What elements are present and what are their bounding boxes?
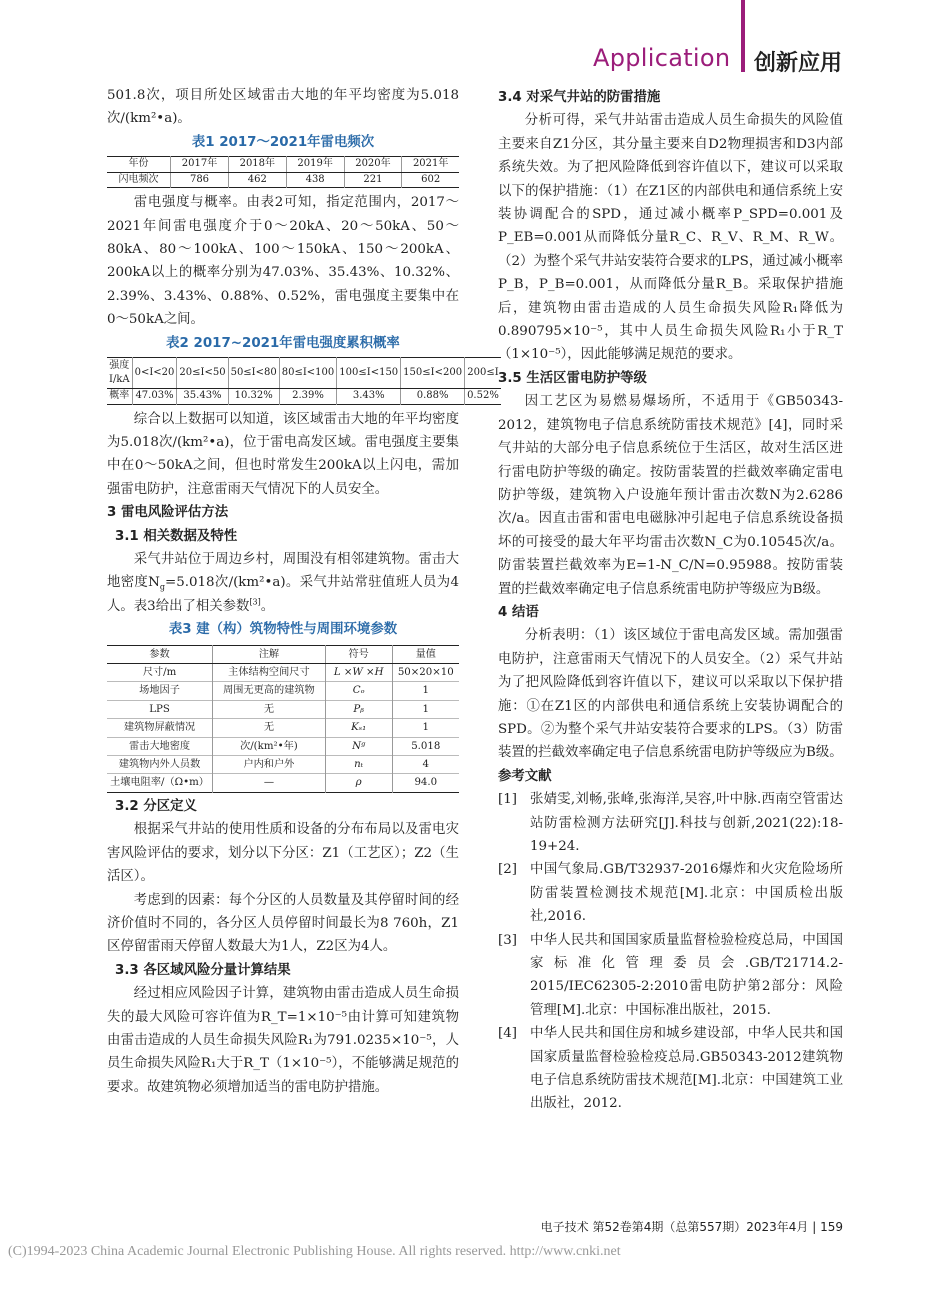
- summary-paragraph: 综合以上数据可以知道，该区域雷击大地的年平均密度为5.018次/(km²•a)，位于雷电高发区域。雷电强度主要集中在0～50kA之间，但也时常发生200kA以上闪电，需加强雷电防护，注意雷雨天气情况下的人员安全。: [107, 411, 459, 497]
- reference-item: [498, 788, 843, 858]
- table3-symbol-cell: Kₛ₁: [325, 719, 392, 737]
- section-3-3-heading: 3.3 各区域风险分量计算结果: [115, 962, 291, 978]
- reference-item: [498, 858, 843, 928]
- table3-cell: 4: [392, 756, 459, 774]
- table2-cell: 0.52%: [465, 389, 501, 405]
- table3-cell: 次/(km²•年): [213, 737, 326, 755]
- table3: [107, 645, 459, 793]
- table1-cell: 221: [344, 172, 402, 188]
- table1-header-cell: 2021年: [402, 157, 459, 173]
- table2-cell: 47.03%: [132, 389, 177, 405]
- table1-header-row: [107, 157, 459, 173]
- reference-number: [4]: [498, 1026, 517, 1042]
- p31-subscript: g: [159, 583, 165, 593]
- table3-row: [107, 664, 459, 682]
- table2-row: [107, 389, 501, 405]
- reference-text: 张婧雯,刘畅,张峰,张海洋,吴容,叶中脉.西南空管雷达站防雷检测方法研究[J].科技与创新,2021(22):18-19+24.: [530, 792, 843, 854]
- table1-header-cell: 2018年: [228, 157, 286, 173]
- section-3-3-paragraph: 经过相应风险因子计算，建筑物由雷击造成人员生命损失的最大风险可容许值为R_T=1×10⁻⁵由计算可知建筑物由雷击造成的人员生命损失风险R₁为791.0235×10⁻⁵，人员生命损失风险R₁大于R_T（1×10⁻⁵），不能够满足规范的要求。故建筑物必须增加适当的雷电防护措施。: [107, 986, 459, 1095]
- references-heading: 参考文献: [498, 768, 552, 784]
- section-3-4-paragraph: 分析可得，采气井站雷击造成人员生命损失的风险值主要来自Z1分区，其分量主要来自D2物理损害和D3内部系统失效。为了把风险降低到容许值以下，建议可以采取以下的保护措施：（1）在Z1区的内部供电和通信系统上安装协调配合的SPD，通过减小概率P_SPD=0.001及P_EB=0.001从而降低分量R_C、R_V、R_M、R_W。（2）为整个采气井站安装符合要求的LPS，通过减小概率P_B，P_B=0.001，从而降低分量R_B。采取保护措施后，建筑物由雷击造成的人员生命损失风险R₁降低为0.890795×10⁻⁵，其中人员生命损失风险R₁小于R_T（1×10⁻⁵），因此能够满足规范的要求。: [498, 113, 843, 363]
- section-3-2-paragraph-a: 根据采气井站的使用性质和设备的分布布局以及雷电灾害风险评估的要求，划分以下分区：Z1（工艺区）；Z2（生活区）。: [107, 822, 459, 885]
- table1-cell: 786: [171, 172, 229, 188]
- header-section-title: 创新应用: [754, 51, 843, 76]
- table3-cell: 建筑物屏蔽情况: [107, 719, 213, 737]
- table2-cell: 10.32%: [228, 389, 279, 405]
- table3-cell: 无: [213, 700, 326, 718]
- table1-header-cell: 2017年: [171, 157, 229, 173]
- table3-symbol-cell: Nᵍ: [325, 737, 392, 755]
- table2-header-row: [107, 358, 501, 389]
- table3-cell: 94.0: [392, 774, 459, 792]
- table2: [107, 357, 501, 405]
- reference-number: [3]: [498, 932, 517, 948]
- reference-text: 中华人民共和国住房和城乡建设部，中华人民共和国国家质量监督检验检疫总局.GB50343-2012建筑物电子信息系统防雷技术规范[M].北京：中国建筑工业出版社，2012.: [530, 1026, 843, 1112]
- header-application: Application: [593, 44, 731, 72]
- reference-text: 中华人民共和国国家质量监督检验检疫总局，中国国家标准化管理委员会.GB/T21714.2-2015/IEC62305-2:2010雷电防护第2部分：风险管理[M].北京：中国标准出版社，2015.: [530, 932, 843, 1018]
- intro-paragraph: 501.8次，项目所处区域雷击大地的年平均密度为5.018次/(km²•a)。: [107, 88, 459, 127]
- table3-cell: 尺寸/m: [107, 664, 213, 682]
- table3-header-cell: 注解: [213, 645, 326, 663]
- table2-header-cell: 150≤I<200: [401, 358, 465, 389]
- section-3-2-paragraph-b: 考虑到的因素：每个分区的人员数量及其停留时间的经济价值时不同的，各分区人员停留时间最长为8 760h，Z1区停留雷雨天停留人数最大为1人，Z2区为4人。: [107, 892, 459, 955]
- table3-cell: 场地因子: [107, 682, 213, 700]
- page-footer: 电子技术 第52卷第4期（总第557期）2023年4月 | 159: [540, 1220, 843, 1234]
- table3-header-cell: 参数: [107, 645, 213, 663]
- table2-cell: 3.43%: [337, 389, 401, 405]
- table3-symbol-cell: Pᵦ: [325, 700, 392, 718]
- table3-cell: LPS: [107, 700, 213, 718]
- intensity-paragraph: 雷电强度与概率。由表2可知，指定范围内，2017～2021年间雷电强度介于0～20kA、20～50kA、50～80kA、80～100kA、100～150kA、150～200kA、200kA以上的概率分别为47.03%、35.43%、10.32%、2.39%、3.43%、0.88%、0.52%，雷电强度主要集中在0～50kA之间。: [107, 195, 459, 328]
- table3-row: [107, 682, 459, 700]
- p31-citation: [3]: [249, 597, 261, 607]
- section-3-5-paragraph: 因工艺区为易燃易爆场所，不适用于《GB50343-2012，建筑物电子信息系统防雷技术规范》[4]，同时采气井站的大部分电子信息系统位于生活区，故对生活区进行雷电防护等级的确定。按防雷装置的拦截效率确定雷电防护等级，建筑物入户设施年预计雷击次数N为2.6286次/a。因直击雷和雷电电磁脉冲引起电子信息系统设备损坏的可接受的最大年平均雷击次数N_C为0.10545次/a。防雷装置拦截效率为E=1-N_C/N=0.95988。按防雷装置的拦截效率确定电子信息系统雷电防护等级应为B级。: [498, 394, 843, 597]
- table3-row: [107, 719, 459, 737]
- table3-symbol-cell: ρ: [325, 774, 392, 792]
- table2-header-cell: 200≤I: [465, 358, 501, 389]
- table3-cell: 雷击大地密度: [107, 737, 213, 755]
- table3-cell: 1: [392, 719, 459, 737]
- table1-cell: 602: [402, 172, 459, 188]
- section-3-1-paragraph: [107, 548, 459, 618]
- section-3-4-heading: 3.4 对采气井站的防雷措施: [498, 90, 661, 105]
- table3-cell: 无: [213, 719, 326, 737]
- table3-row: [107, 756, 459, 774]
- table3-symbol-cell: nₜ: [325, 756, 392, 774]
- table1-cell: 438: [286, 172, 344, 188]
- table3-cell: 1: [392, 682, 459, 700]
- table3-header-cell: 符号: [325, 645, 392, 663]
- table3-cell: 周围无更高的建筑物: [213, 682, 326, 700]
- table3-cell: 户内和户外: [213, 756, 326, 774]
- table1-caption: 表1 2017～2021年雷电频次: [191, 134, 375, 150]
- table2-header-cell: 强度I/kA: [107, 358, 132, 389]
- table3-row: [107, 737, 459, 755]
- table1-header-cell: 年份: [107, 157, 171, 173]
- section-4-heading: 4 结语: [498, 604, 539, 620]
- reference-number: [1]: [498, 792, 517, 808]
- table2-header-cell: 50≤I<80: [228, 358, 279, 389]
- table3-cell: 5.018: [392, 737, 459, 755]
- reference-number: [2]: [498, 862, 517, 878]
- table3-cell: 建筑物内外人员数: [107, 756, 213, 774]
- right-column: [498, 86, 843, 1116]
- table3-cell: 1: [392, 700, 459, 718]
- table2-cell: 0.88%: [401, 389, 465, 405]
- conclusion-paragraph: 分析表明：（1）该区域位于雷电高发区域。需加强雷电防护，注意雷雨天气情况下的人员安全。（2）采气井站为了把风险降低到容许值以下，建议可以采取以下保护措施：①在Z1区的内部供电和通信系统上安装协调配合的SPD。②为整个采气井站安装符合要求的LPS。（3）防雷装置的拦截效率确定电子信息系统雷电防护等级应为B级。: [498, 628, 843, 761]
- section-3-5-heading: 3.5 生活区雷电防护等级: [498, 370, 647, 386]
- header-accent-bar: [741, 0, 745, 72]
- section-3-2-heading: 3.2 分区定义: [115, 798, 197, 814]
- table2-header-cell: 80≤I<100: [279, 358, 337, 389]
- table1-row: [107, 172, 459, 188]
- table1-header-cell: 2019年: [286, 157, 344, 173]
- section-3-heading: 3 雷电风险评估方法: [107, 505, 229, 521]
- reference-item: [498, 929, 843, 1023]
- table3-row: [107, 700, 459, 718]
- p31-text-end: 。: [260, 598, 275, 614]
- table3-cell: —: [213, 774, 326, 792]
- reference-item: [498, 1022, 843, 1116]
- table3-header-row: [107, 645, 459, 663]
- copyright-line: (C)1994-2023 China Academic Journal Electronic Publishing House. All rights reserved. http://www.cnki.net: [8, 1244, 621, 1259]
- table2-cell: 35.43%: [177, 389, 228, 405]
- table3-symbol-cell: Cₒ: [325, 682, 392, 700]
- table3-cell: 土壤电阻率/（Ω•m）: [107, 774, 213, 792]
- table3-row: [107, 774, 459, 792]
- table2-caption: 表2 2017~2021年雷电强度累积概率: [166, 335, 400, 351]
- table2-header-cell: 0<I<20: [132, 358, 177, 389]
- table1-header-cell: 2020年: [344, 157, 402, 173]
- section-3-1-heading: 3.1 相关数据及特性: [115, 528, 238, 544]
- table3-header-cell: 量值: [392, 645, 459, 663]
- table3-cell: 主体结构空间尺寸: [213, 664, 326, 682]
- reference-text: 中国气象局.GB/T32937-2016爆炸和火灾危险场所防雷装置检测技术规范[M].北京：中国质检出版社,2016.: [530, 862, 843, 925]
- table2-cell: 概率: [109, 390, 130, 402]
- table1-cell: 闪电频次: [118, 173, 159, 185]
- p31-text-a: 采气井站位于周边乡村，周围没有相邻建筑物。雷击大地密度N: [107, 552, 459, 591]
- table2-header-cell: 20≤I<50: [177, 358, 228, 389]
- table1: [107, 156, 459, 188]
- table2-header-cell: 100≤I<150: [337, 358, 401, 389]
- table3-cell: 50×20×10: [392, 664, 459, 682]
- table2-cell: 2.39%: [279, 389, 337, 405]
- table1-cell: 462: [228, 172, 286, 188]
- p31-text-b: =5.018次/(km²•a)。采气井站常驻值班人员为4人。表3给出了相关参数: [107, 575, 459, 614]
- left-column: [107, 84, 499, 1099]
- table3-symbol-cell: L ×W ×H: [325, 664, 392, 682]
- table3-caption: 表3 建（构）筑物特性与周围环境参数: [168, 622, 398, 638]
